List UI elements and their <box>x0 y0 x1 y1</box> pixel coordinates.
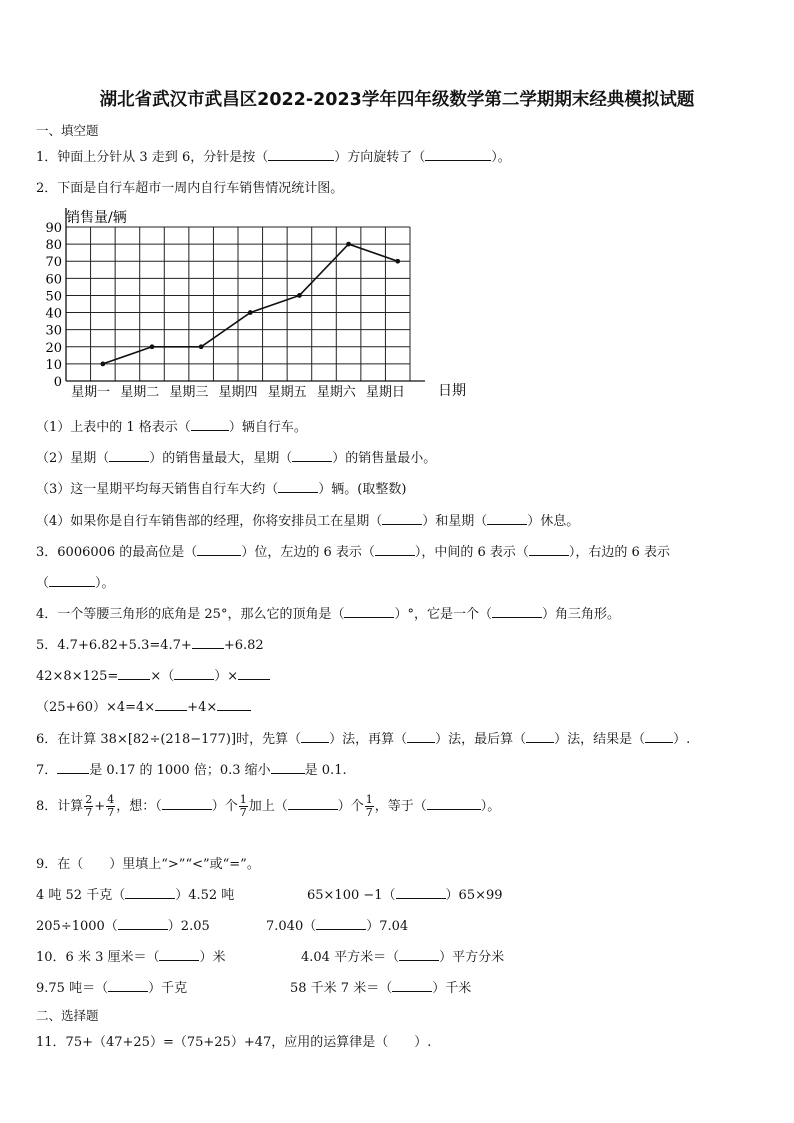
y-axis-label: 销售量/辆 <box>66 210 127 226</box>
question-2-3: （3）这一星期平均每天销售自行车大约（ ）辆。(取整数) <box>36 482 407 497</box>
data-point <box>100 361 105 366</box>
question-3-cont: （ ）。 <box>36 576 115 591</box>
question-2-2: （2）星期（ ）的销售量最大，星期（ ）的销售量最小。 <box>36 451 437 466</box>
question-9-c: 205÷1000（ ）2.05 <box>36 919 210 934</box>
answer-blank[interactable] <box>375 543 415 556</box>
y-tick-label: 20 <box>45 340 62 356</box>
question-9: 9．在（ ）里填上“>”“<”或“=”。 <box>36 857 260 872</box>
x-tick-label: 星期五 <box>267 385 307 400</box>
question-10-c: 9.75 吨＝（ ）千克 <box>36 981 188 996</box>
answer-blank[interactable] <box>162 797 212 810</box>
answer-blank[interactable] <box>301 730 329 743</box>
answer-blank[interactable] <box>155 698 187 711</box>
answer-blank[interactable] <box>271 761 305 774</box>
question-6: 6．在计算 38×[82÷(218−177)]时，先算（ ）法，再算（ ）法，最后算（ ）法，结果是（ ）. <box>36 732 691 747</box>
question-10-b: 4.04 平方米＝（ ）平方分米 <box>301 950 505 965</box>
question-9-d: 7.040（ ）7.04 <box>266 919 409 934</box>
y-tick-label: 0 <box>53 375 62 390</box>
answer-blank[interactable] <box>407 730 435 743</box>
question-2-1: （1）上表中的 1 格表示（ ）辆自行车。 <box>36 420 307 435</box>
bicycle-sales-line-chart <box>30 200 480 405</box>
answer-blank[interactable] <box>427 797 481 810</box>
question-7: 7． 是 0.17 的 1000 倍；0.3 缩小 是 0.1. <box>36 763 347 778</box>
answer-blank[interactable] <box>268 148 334 161</box>
answer-blank[interactable] <box>217 698 251 711</box>
x-tick-label: 星期六 <box>316 385 356 400</box>
x-tick-label: 星期一 <box>71 385 111 400</box>
section-multiple-choice: 二、选择题 <box>36 1008 99 1023</box>
question-5-c: （25+60）×4=4× +4× <box>36 696 251 715</box>
x-axis-label: 日期 <box>438 383 466 399</box>
question-3: 3．6006006 的最高位是（ ）位，左边的 6 表示（ ），中间的 6 表示（ ），右边的 6 表示 <box>36 545 670 560</box>
y-tick-label: 30 <box>45 323 62 339</box>
answer-blank[interactable] <box>645 730 673 743</box>
answer-blank[interactable] <box>344 605 394 618</box>
question-1: 1．钟面上分针从 3 走到 6，分针是按（ ）方向旋转了（ ）。 <box>36 150 511 165</box>
answer-blank[interactable] <box>487 512 527 525</box>
answer-blank[interactable] <box>118 667 150 680</box>
fraction: $\frac{2}{7}$ <box>85 793 93 819</box>
answer-blank[interactable] <box>278 480 318 493</box>
y-tick-label: 70 <box>45 255 62 271</box>
question-8: 8．计算 $\frac{2}{7}$ + $\frac{4}{7}$ ，想：（ ）个 $\frac{1}{7}$ 加上（ ）个 $\frac{1}{7}$ ，等于（ ）。 <box>36 793 501 819</box>
x-tick-label: 星期四 <box>218 385 258 400</box>
fraction: $\frac{1}{7}$ <box>365 793 373 819</box>
answer-blank[interactable] <box>288 797 338 810</box>
answer-blank[interactable] <box>125 886 175 899</box>
question-10-d: 58 千米 7 米＝（ ）千米 <box>290 981 472 996</box>
question-11: 11．75+（47+25）=（75+25）+47，应用的运算律是（ ）. <box>36 1035 432 1050</box>
y-tick-label: 10 <box>45 357 62 373</box>
y-tick-label: 90 <box>45 221 62 236</box>
answer-blank[interactable] <box>292 449 332 462</box>
answer-blank[interactable] <box>109 449 149 462</box>
answer-blank[interactable] <box>425 148 491 161</box>
answer-blank[interactable] <box>191 418 229 431</box>
question-9-b: 65×100 −1（ ）65×99 <box>307 888 503 903</box>
answer-blank[interactable] <box>492 605 542 618</box>
y-tick-label: 40 <box>45 306 62 322</box>
question-2: 2．下面是自行车超市一周内自行车销售情况统计图。 <box>36 181 344 196</box>
x-tick-label: 星期日 <box>365 385 405 400</box>
y-tick-label: 60 <box>45 272 62 288</box>
answer-blank[interactable] <box>399 948 439 961</box>
page-title: 湖北省武汉市武昌区2022-2023学年四年级数学第二学期期末经典模拟试题 <box>99 90 695 110</box>
y-tick-label: 80 <box>45 238 62 254</box>
section-fill-in: 一、填空题 <box>36 123 99 138</box>
answer-blank[interactable] <box>192 636 224 649</box>
answer-blank[interactable] <box>396 886 446 899</box>
question-5-b: 42×8×125= ×（ ）× <box>36 665 270 684</box>
question-2-4: （4）如果你是自行车销售部的经理，你将安排员工在星期（ ）和星期（ ）休息。 <box>36 514 580 529</box>
data-point <box>199 344 204 349</box>
series-line <box>103 244 398 364</box>
x-tick-label: 星期二 <box>120 385 160 400</box>
answer-blank[interactable] <box>197 543 241 556</box>
fraction: $\frac{1}{7}$ <box>239 793 247 819</box>
data-point <box>248 310 253 315</box>
answer-blank[interactable] <box>57 761 89 774</box>
answer-blank[interactable] <box>159 948 199 961</box>
question-4: 4．一个等腰三角形的底角是 25°，那么它的顶角是（ ）°，它是一个（ ）角三角形。 <box>36 607 620 622</box>
answer-blank[interactable] <box>108 979 148 992</box>
answer-blank[interactable] <box>529 543 569 556</box>
data-point <box>395 259 400 264</box>
answer-blank[interactable] <box>392 979 432 992</box>
answer-blank[interactable] <box>526 730 554 743</box>
question-10-a: 10．6 米 3 厘米＝（ ）米 <box>36 950 226 965</box>
data-point <box>150 344 155 349</box>
answer-blank[interactable] <box>238 667 270 680</box>
question-9-a: 4 吨 52 千克（ ）4.52 吨 <box>36 888 235 903</box>
x-tick-label: 星期三 <box>169 385 209 400</box>
y-tick-label: 50 <box>45 289 62 305</box>
answer-blank[interactable] <box>118 917 168 930</box>
fraction: $\frac{4}{7}$ <box>107 793 115 819</box>
answer-blank[interactable] <box>316 917 366 930</box>
answer-blank[interactable] <box>382 512 422 525</box>
data-point <box>297 293 302 298</box>
answer-blank[interactable] <box>49 574 95 587</box>
data-point <box>346 242 351 247</box>
answer-blank[interactable] <box>174 667 214 680</box>
question-5-a: 5．4.7+6.82+5.3=4.7+ +6.82 <box>36 638 264 653</box>
